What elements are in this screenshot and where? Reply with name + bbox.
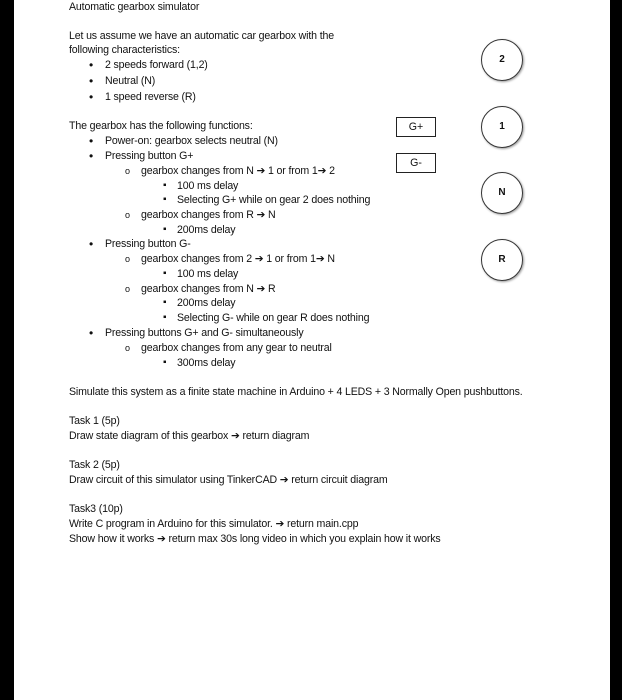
- task-1-text: Draw state diagram of this gearbox ➔ return diagram: [69, 430, 310, 442]
- gminus-note-2: ▪ Selecting G- while on gear R does nothing: [177, 311, 369, 326]
- both-change: o gearbox changes from any gear to neutral: [141, 341, 332, 356]
- intro-line-1: Let us assume we have an automatic car gearbox with the: [69, 30, 334, 42]
- document-title: Automatic gearbox simulator: [69, 1, 200, 13]
- feature-item: • 1 speed reverse (R): [105, 90, 196, 105]
- gminus-change-1: o gearbox changes from 2 ➔ 1 or from 1➔ N: [141, 252, 335, 267]
- function-gplus-label: • Pressing button G+: [105, 149, 193, 164]
- gplus-change-2: o gearbox changes from R ➔ N: [141, 208, 276, 223]
- button-gplus: G+: [396, 117, 436, 137]
- functions-heading: The gearbox has the following functions:: [69, 120, 253, 132]
- led-1: 1: [481, 106, 523, 148]
- task-1-title: Task 1 (5p): [69, 415, 120, 427]
- function-poweron: • Power-on: gearbox selects neutral (N): [105, 134, 278, 149]
- button-gminus: G-: [396, 153, 436, 173]
- gminus-delay-2: ▪ 200ms delay: [177, 296, 235, 311]
- feature-item: • Neutral (N): [105, 74, 155, 89]
- gminus-change-2: o gearbox changes from N ➔ R: [141, 282, 276, 297]
- led-n: N: [481, 172, 523, 214]
- gplus-note-1: ▪ Selecting G+ while on gear 2 does nothing: [177, 193, 370, 208]
- gplus-change-1: o gearbox changes from N ➔ 1 or from 1➔ 2: [141, 164, 335, 179]
- led-2: 2: [481, 39, 523, 81]
- page-edge-right: [610, 0, 622, 700]
- gplus-delay-2: ▪ 200ms delay: [177, 223, 235, 238]
- led-r: R: [481, 239, 523, 281]
- task-3-title: Task3 (10p): [69, 503, 123, 515]
- gplus-delay-1: ▪ 100 ms delay: [177, 179, 238, 194]
- simulate-instruction: Simulate this system as a finite state machine in Arduino + 4 LEDS + 3 Normally Open pushbuttons.: [69, 386, 523, 398]
- function-both-label: • Pressing buttons G+ and G- simultaneously: [105, 326, 303, 341]
- intro-line-2: following characteristics:: [69, 44, 180, 56]
- feature-item: • 2 speeds forward (1,2): [105, 58, 208, 73]
- both-delay: ▪ 300ms delay: [177, 356, 235, 371]
- gminus-delay-1: ▪ 100 ms delay: [177, 267, 238, 282]
- page-edge-left: [0, 0, 14, 700]
- function-gminus-label: • Pressing button G-: [105, 237, 191, 252]
- task-2-title: Task 2 (5p): [69, 459, 120, 471]
- task-3-text-2: Show how it works ➔ return max 30s long video in which you explain how it works: [69, 533, 441, 545]
- task-2-text: Draw circuit of this simulator using TinkerCAD ➔ return circuit diagram: [69, 474, 388, 486]
- task-3-text-1: Write C program in Arduino for this simulator. ➔ return main.cpp: [69, 518, 359, 530]
